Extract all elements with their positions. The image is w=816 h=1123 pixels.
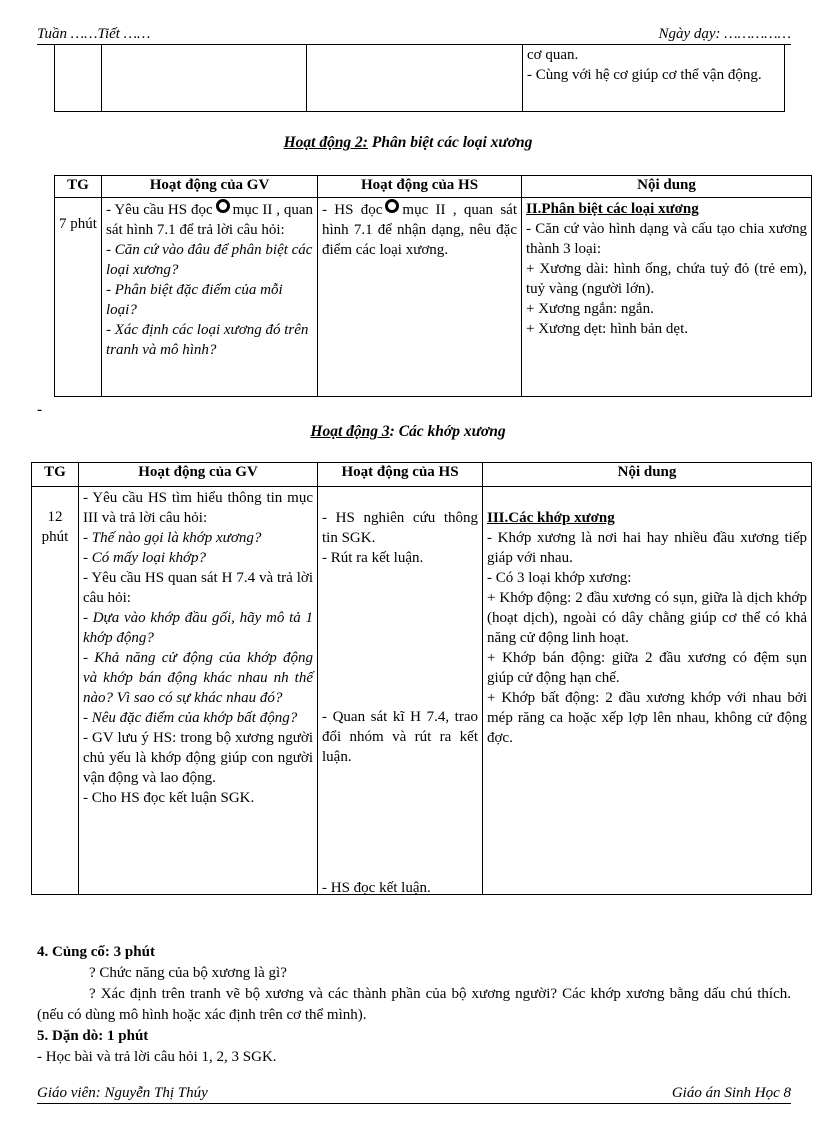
consolidation-question: ? Chức năng của bộ xương là gì? bbox=[89, 965, 287, 981]
activity3-content-line: + Khớp bán động: giữa 2 đầu xương có đệm sụn giúp cử động hạn chế. bbox=[487, 650, 807, 686]
activity3-gv-line: - GV lưu ý HS: trong bộ xương người chủ yếu là khớp động giúp con người vận động và lao động. bbox=[83, 730, 313, 786]
homework-line: - Học bài và trả lời câu hỏi 1, 2, 3 SGK. bbox=[37, 1049, 277, 1065]
page-header bbox=[37, 24, 791, 45]
activity2-content-line: + Xương dẹt: hình bản dẹt. bbox=[526, 321, 688, 337]
footer-subject: Giáo án Sinh Học 8 bbox=[671, 1085, 791, 1101]
activity2-gv-cell bbox=[102, 198, 318, 397]
activity2-title-text: Phân biệt các loại xương bbox=[367, 134, 533, 151]
activity3-hs-line: - HS đọc kết luận. bbox=[322, 880, 431, 896]
activity3-table bbox=[31, 462, 812, 895]
activity2-content-heading: II.Phân biệt các loại xương bbox=[526, 201, 699, 217]
activity2-title-label: Hoạt động 2: bbox=[283, 134, 368, 151]
activity2-content-line: + Xương dài: hình ống, chứa tuỷ đỏ (trẻ em), tuỷ vàng (người lớn). bbox=[526, 261, 807, 297]
top-cell-gv bbox=[102, 45, 307, 112]
stray-dash: - bbox=[37, 402, 42, 418]
activity3-gv-question: - Khả năng cử động của khớp động và khớp bán động khác nhau nh thế nào? Vì sao có sự khác nhau đó? bbox=[83, 650, 313, 706]
top-cell-hs bbox=[307, 45, 523, 112]
activity2-header-tg: TG bbox=[55, 176, 102, 198]
page-footer bbox=[37, 1083, 791, 1104]
consolidation-title: 4. Củng cố: 3 phút bbox=[37, 944, 155, 960]
activity3-header-gv: Hoạt động của GV bbox=[79, 463, 318, 487]
activity3-header-tg: TG bbox=[32, 463, 79, 487]
activity2-gv-question: - Căn cứ vào đâu để phân biệt các loại xương? bbox=[106, 242, 313, 278]
activity3-content-line: - Khớp xương là nơi hai hay nhiều đầu xương tiếp giáp với nhau. bbox=[487, 530, 807, 566]
bullet-circle-icon bbox=[216, 199, 230, 213]
activity2-hs-cell bbox=[318, 198, 522, 397]
activity2-time-text: 7 phút bbox=[59, 216, 97, 232]
activity2-table bbox=[54, 175, 812, 397]
activity3-title-label: Hoạt động 3 bbox=[310, 423, 390, 440]
activity3-hs-line: - Quan sát kĩ H 7.4, trao đổi nhóm và rút ra kết luận. bbox=[322, 709, 478, 765]
activity3-content-heading: III.Các khớp xương bbox=[487, 510, 615, 526]
activity3-content-line: + Khớp động: 2 đầu xương có sụn, giữa là dịch khớp (hoạt dịch), ngoài có dây chằng giúp cơ thể có khả năng cử động linh hoạt. bbox=[487, 590, 807, 646]
activity2-time bbox=[55, 198, 102, 397]
top-content-line: cơ quan. bbox=[527, 47, 579, 63]
activity2-gv-intro bbox=[106, 199, 313, 240]
top-cell-content bbox=[523, 45, 785, 112]
activity3-content-line: - Có 3 loại khớp xương: bbox=[487, 570, 632, 586]
activity3-time-text: 12 phút bbox=[41, 509, 69, 545]
activity3-gv-question: - Thế nào gọi là khớp xương? bbox=[83, 530, 262, 546]
activity3-gv-line: - Cho HS đọc kết luận SGK. bbox=[83, 790, 255, 806]
header-week-period: Tuần ……Tiết …… bbox=[37, 26, 151, 42]
activity3-time bbox=[32, 487, 79, 895]
footer-teacher: Giáo viên: Nguyễn Thị Thúy bbox=[37, 1085, 208, 1101]
activity3-gv-question: - Có mấy loại khớp? bbox=[83, 550, 206, 566]
activity2-header-content: Nội dung bbox=[522, 176, 812, 198]
consolidation-section bbox=[37, 942, 791, 1068]
activity3-hs-line: - HS nghiên cứu thông tin SGK. bbox=[322, 510, 478, 546]
activity3-hs-line: - Rút ra kết luận. bbox=[322, 550, 424, 566]
activity2-hs-a: - HS đọc bbox=[322, 202, 383, 218]
homework-title: 5. Dặn dò: 1 phút bbox=[37, 1028, 149, 1044]
activity2-header-gv: Hoạt động của GV bbox=[102, 176, 318, 198]
activity2-gv-question: - Phân biệt đặc điểm của mỗi loại? bbox=[106, 282, 283, 318]
activity2-gv-intro-b: mục II , quan sát hình 7.1 để trả lời câu hỏi: bbox=[106, 202, 313, 238]
activity2-header-hs: Hoạt động của HS bbox=[318, 176, 522, 198]
bullet-circle-icon bbox=[385, 199, 399, 213]
activity2-content-cell bbox=[522, 198, 812, 397]
top-continuation-table bbox=[54, 44, 785, 112]
activity3-content-cell bbox=[483, 487, 812, 895]
activity3-gv-cell bbox=[79, 487, 318, 895]
top-cell-time bbox=[55, 45, 102, 112]
activity2-title bbox=[0, 134, 816, 152]
activity3-content-line: + Khớp bất động: 2 đầu xương khớp với nhau bởi mép răng ca hoặc xếp lợp lên nhau, không cử động đợc. bbox=[487, 690, 807, 746]
activity3-hs-cell bbox=[318, 487, 483, 895]
activity3-gv-question: - Dựa vào khớp đầu gối, hãy mô tả 1 khớp động? bbox=[83, 610, 313, 646]
activity3-header-hs: Hoạt động của HS bbox=[318, 463, 483, 487]
activity2-gv-intro-a: - Yêu cầu HS đọc bbox=[106, 202, 213, 218]
activity2-hs-b: mục II , quan sát hình 7.1 để nhận dạng, nêu đặc điểm các loại xương. bbox=[322, 202, 517, 258]
activity3-title bbox=[0, 423, 816, 441]
activity3-title-text: : Các khớp xương bbox=[389, 423, 506, 440]
activity3-gv-line: - Yêu cầu HS quan sát H 7.4 và trả lời câu hỏi: bbox=[83, 570, 313, 606]
activity3-gv-question: - Nêu đặc điểm của khớp bất động? bbox=[83, 710, 298, 726]
activity2-gv-question: - Xác định các loại xương đó trên tranh và mô hình? bbox=[106, 322, 309, 358]
top-content-line: - Cùng với hệ cơ giúp cơ thể vận động. bbox=[527, 67, 762, 83]
activity2-content-line: - Căn cứ vào hình dạng và cấu tạo chia xương thành 3 loại: bbox=[526, 221, 807, 257]
activity2-content-line: + Xương ngắn: ngắn. bbox=[526, 301, 654, 317]
activity3-gv-line: - Yêu cầu HS tìm hiểu thông tin mục III và trả lời câu hỏi: bbox=[83, 490, 313, 526]
activity3-header-content: Nội dung bbox=[483, 463, 812, 487]
consolidation-question: ? Xác định trên tranh vẽ bộ xương và các thành phần của bộ xương người? Các khớp xương bằng dấu chú thích. (nếu có dùng mô hình hoặc xác định trên cơ thể mình). bbox=[37, 986, 791, 1023]
header-teaching-date: Ngày dạy: …………… bbox=[658, 26, 791, 42]
